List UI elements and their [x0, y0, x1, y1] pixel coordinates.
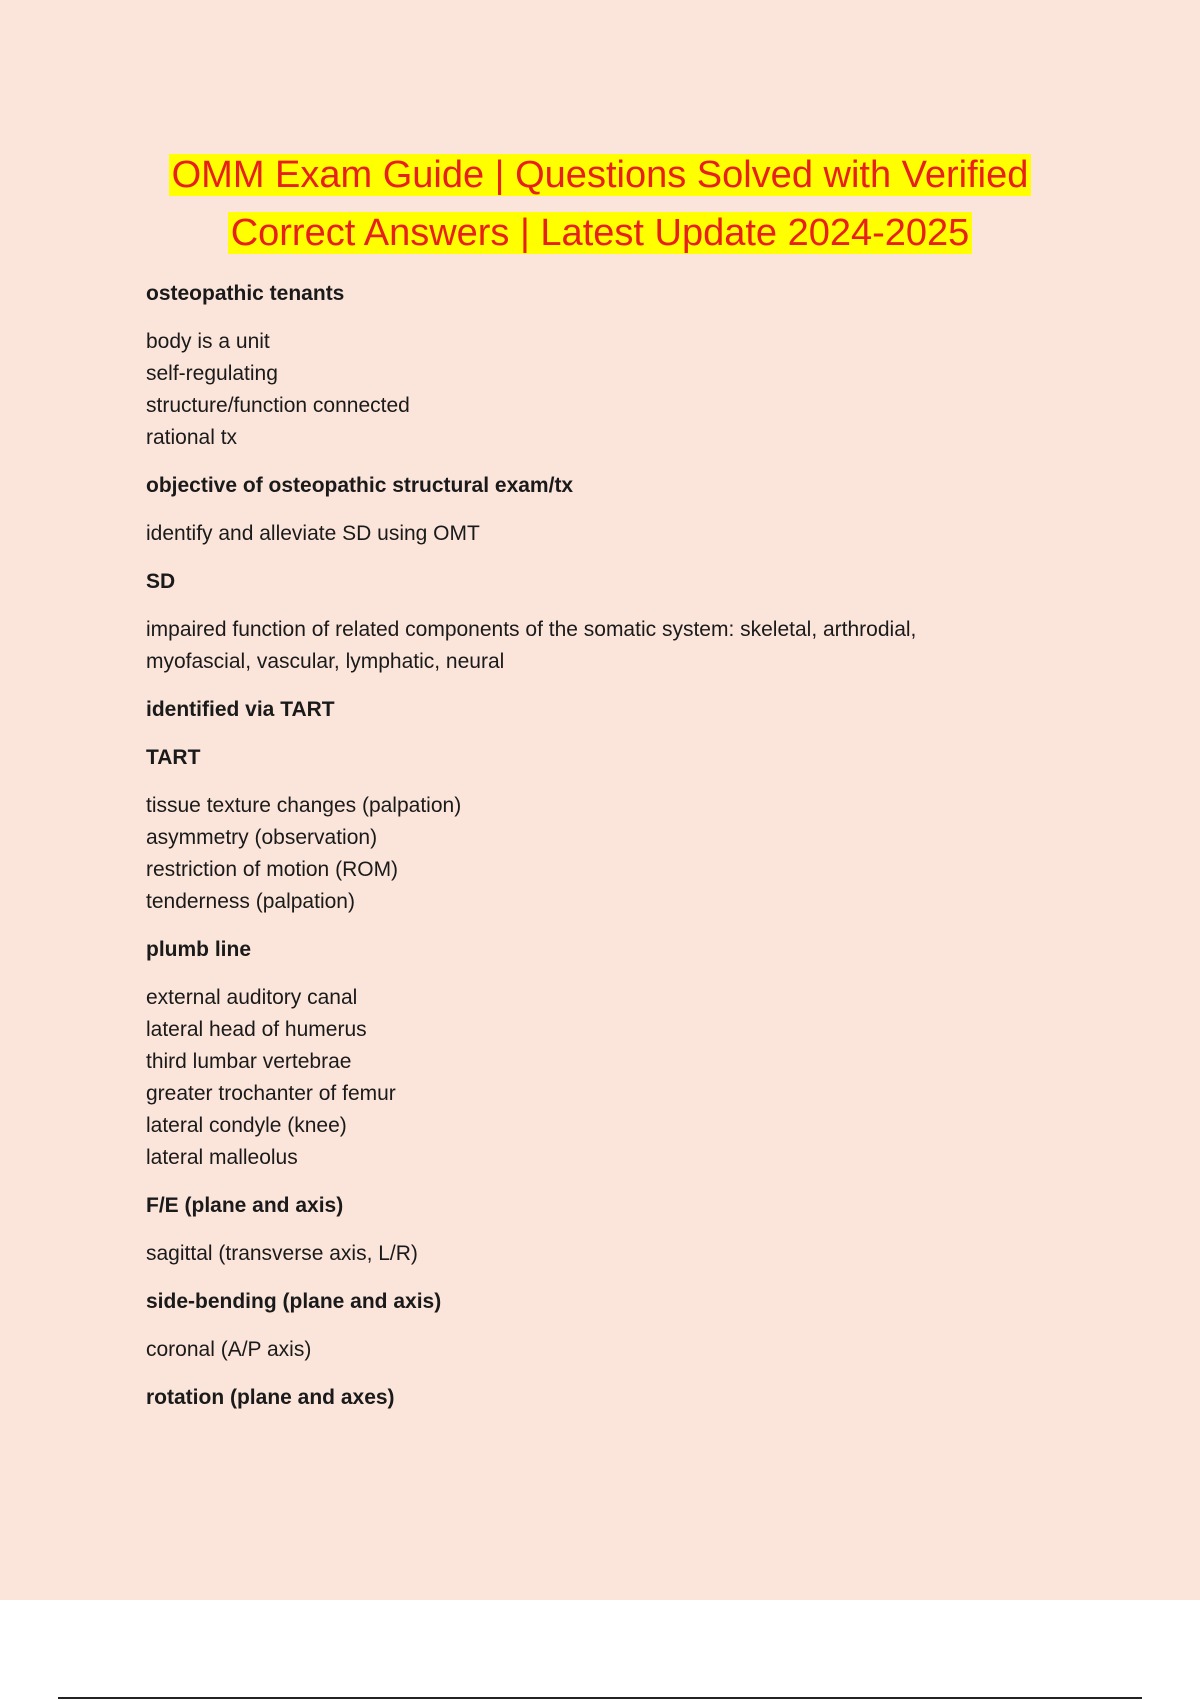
answer-line: restriction of motion (ROM)	[146, 858, 399, 881]
question-heading: SD	[146, 570, 176, 593]
answer-line: coronal (A/P axis)	[146, 1338, 312, 1361]
answer-line: impaired function of related components of the somatic system: skeletal, arthrodial,	[146, 618, 917, 641]
question-heading: side-bending (plane and axis)	[146, 1290, 442, 1313]
question-heading: osteopathic tenants	[146, 282, 345, 305]
answer-line: asymmetry (observation)	[146, 826, 378, 849]
question-heading: F/E (plane and axis)	[146, 1194, 344, 1217]
answer-block	[146, 518, 1066, 550]
document-title	[0, 146, 1200, 262]
answer-line: tissue texture changes (palpation)	[146, 794, 462, 817]
answer-line: tenderness (palpation)	[146, 890, 355, 913]
answer-line: external auditory canal	[146, 986, 358, 1009]
answer-block	[146, 1238, 1066, 1270]
question-heading: plumb line	[146, 938, 251, 961]
question-heading: objective of osteopathic structural exam/tx	[146, 474, 574, 497]
answer-line: sagittal (transverse axis, L/R)	[146, 1242, 418, 1265]
answer-line: lateral condyle (knee)	[146, 1114, 347, 1137]
question-heading: rotation (plane and axes)	[146, 1386, 395, 1409]
title-line-2: Correct Answers | Latest Update 2024-2025	[228, 212, 973, 254]
title-line-1: OMM Exam Guide | Questions Solved with Verified	[169, 154, 1032, 196]
answer-line: self-regulating	[146, 362, 278, 385]
question-heading: identified via TART	[146, 698, 335, 721]
answer-line: body is a unit	[146, 330, 270, 353]
answer-block	[146, 326, 1066, 454]
answer-line: lateral head of humerus	[146, 1018, 367, 1041]
answer-line: rational tx	[146, 426, 238, 449]
answer-line: myofascial, vascular, lymphatic, neural	[146, 650, 505, 673]
answer-line: lateral malleolus	[146, 1146, 298, 1169]
answer-block	[146, 982, 1066, 1174]
answer-line: greater trochanter of femur	[146, 1082, 396, 1105]
answer-line: structure/function connected	[146, 394, 410, 417]
answer-line: identify and alleviate SD using OMT	[146, 522, 480, 545]
answer-block	[146, 1334, 1066, 1366]
answer-line: third lumbar vertebrae	[146, 1050, 352, 1073]
answer-block	[146, 614, 1066, 678]
qa-list	[146, 278, 1066, 1430]
question-heading: TART	[146, 746, 201, 769]
footer-divider	[58, 1697, 1142, 1699]
answer-block	[146, 790, 1066, 918]
